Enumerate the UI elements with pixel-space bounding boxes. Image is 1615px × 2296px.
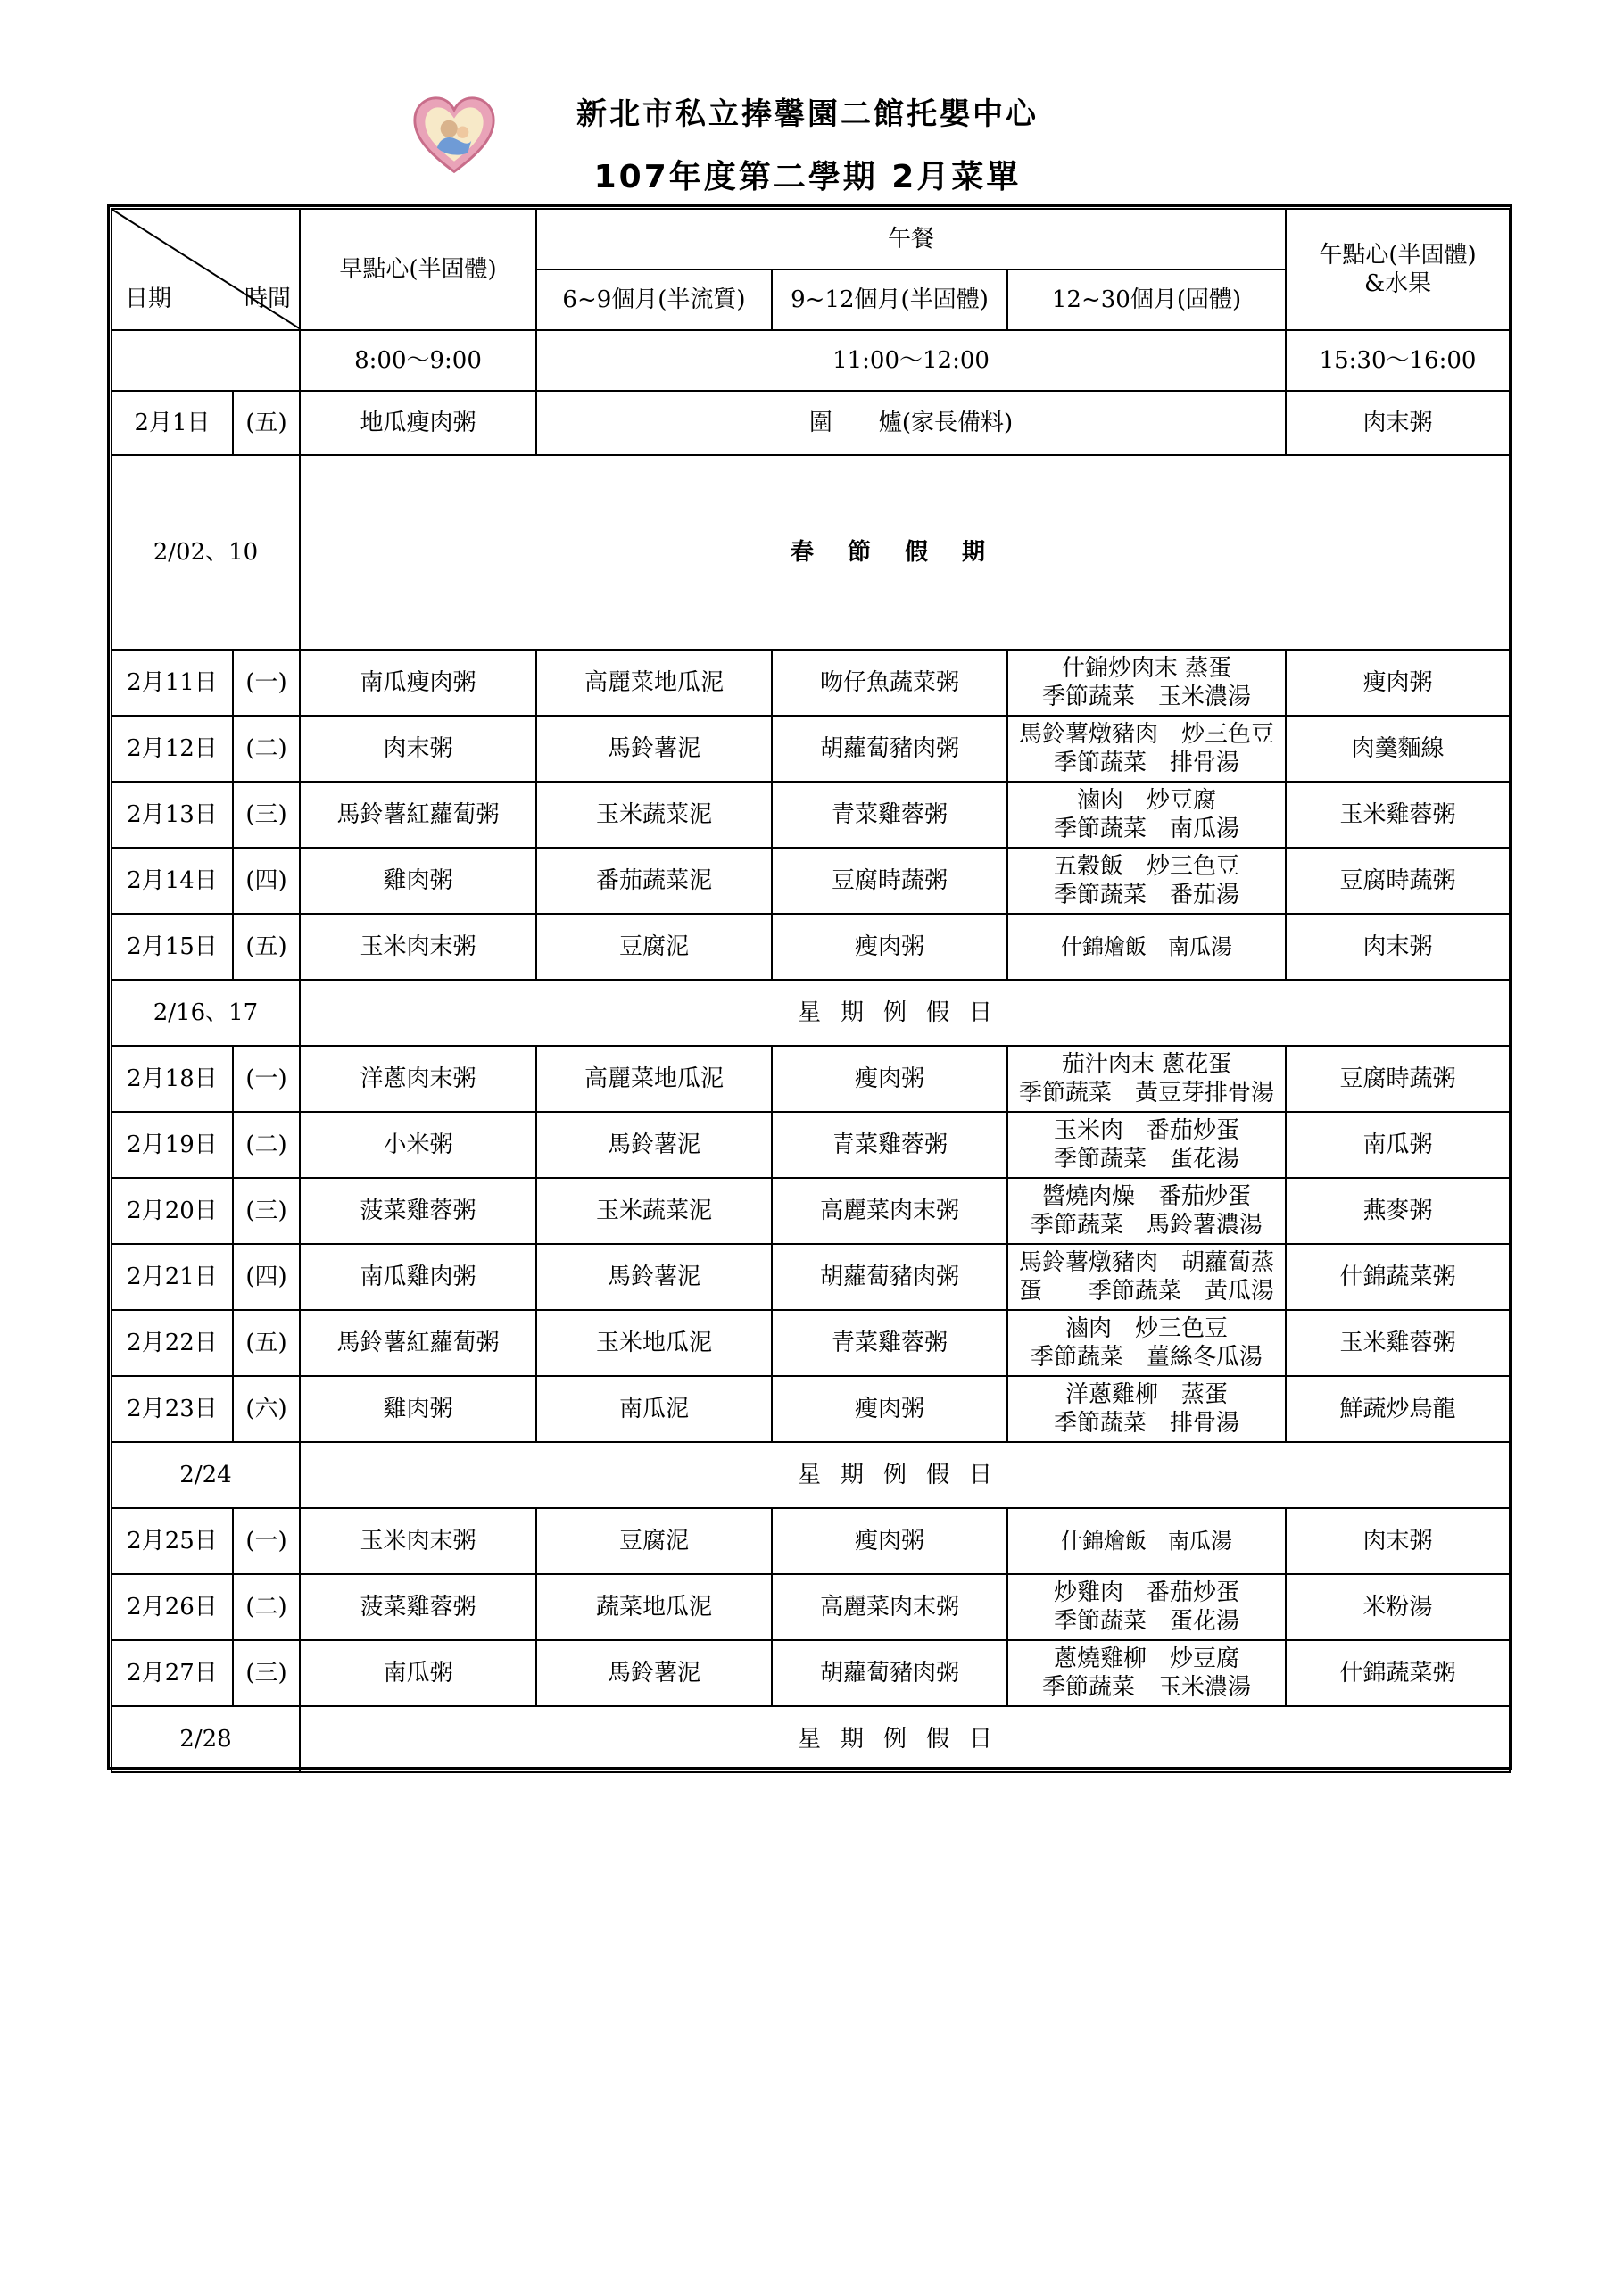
table-row <box>112 650 1510 716</box>
breakfast-time: 8:00～9:00 <box>300 330 536 391</box>
breakfast-cell: 馬鈴薯紅蘿蔔粥 <box>300 782 536 848</box>
weekend-holiday-cell: 星期例假日 <box>300 980 1510 1046</box>
lunch-12-30-line1: 茄汁肉末 蔥花蛋 <box>1061 1050 1232 1078</box>
lunch-9-12-cell: 吻仔魚蔬菜粥 <box>772 650 1007 716</box>
table-row <box>112 914 1510 980</box>
lunch-6-9-cell: 豆腐泥 <box>536 914 772 980</box>
lunch-12-30-line1: 什錦炒肉末 蒸蛋 <box>1061 654 1232 682</box>
lunch-special-cell: 圍 爐(家長備料) <box>536 391 1286 455</box>
weekday-cell: (五) <box>233 1310 300 1376</box>
lunch-9-12-cell: 胡蘿蔔豬肉粥 <box>772 1640 1007 1706</box>
breakfast-cell: 玉米肉末粥 <box>300 914 536 980</box>
lunch-6-9-cell: 馬鈴薯泥 <box>536 1112 772 1178</box>
table-row <box>112 455 1510 650</box>
lunch-9-12-cell: 豆腐時蔬粥 <box>772 848 1007 914</box>
lunch-6-9-cell: 高麗菜地瓜泥 <box>536 1046 772 1112</box>
breakfast-cell: 南瓜粥 <box>300 1640 536 1706</box>
breakfast-cell: 南瓜雞肉粥 <box>300 1244 536 1310</box>
lunch-6-9-cell: 豆腐泥 <box>536 1508 772 1574</box>
table-row <box>112 1640 1510 1706</box>
lunch-12-30-cell <box>1007 1508 1286 1574</box>
date-cell: 2/02、10 <box>112 455 300 650</box>
breakfast-cell: 雞肉粥 <box>300 848 536 914</box>
snack-cell: 什錦蔬菜粥 <box>1286 1640 1510 1706</box>
lunch-9-12-cell: 高麗菜肉末粥 <box>772 1574 1007 1640</box>
date-cell: 2月25日 <box>112 1508 233 1574</box>
lunch-12-30-line1: 玉米肉 番茄炒蛋 <box>1054 1116 1240 1144</box>
breakfast-cell: 小米粥 <box>300 1112 536 1178</box>
lunch-6-9-cell: 馬鈴薯泥 <box>536 716 772 782</box>
weekday-cell: (二) <box>233 716 300 782</box>
weekday-cell: (一) <box>233 1508 300 1574</box>
date-cell: 2月1日 <box>112 391 233 455</box>
table-row <box>112 1574 1510 1640</box>
weekday-cell: (六) <box>233 1376 300 1442</box>
lunch-12-30-line2: 季節蔬菜 番茄湯 <box>1054 882 1240 908</box>
weekday-cell: (四) <box>233 848 300 914</box>
lunch-12-30-cell <box>1007 650 1286 716</box>
date-time-corner-header <box>112 209 300 330</box>
table-row <box>112 848 1510 914</box>
lunch-12-30-line1: 什錦燴飯 南瓜湯 <box>1061 1529 1232 1554</box>
weekday-cell: (五) <box>233 914 300 980</box>
table-row <box>112 980 1510 1046</box>
table-row <box>112 1046 1510 1112</box>
lunch-9-12-cell: 高麗菜肉末粥 <box>772 1178 1007 1244</box>
weekday-cell: (一) <box>233 650 300 716</box>
date-cell: 2月11日 <box>112 650 233 716</box>
lunch-12-30-cell <box>1007 1244 1286 1310</box>
weekday-cell: (一) <box>233 1046 300 1112</box>
lunch-12-30-line1: 洋蔥雞柳 蒸蛋 <box>1065 1380 1229 1408</box>
date-cell: 2月15日 <box>112 914 233 980</box>
date-label: 日期 <box>125 286 172 312</box>
lunch-12-30-line2: 蛋 季節蔬菜 黃瓜湯 <box>1019 1278 1275 1305</box>
date-cell: 2月13日 <box>112 782 233 848</box>
lunch-12-30-line1: 什錦燴飯 南瓜湯 <box>1061 934 1232 959</box>
breakfast-cell: 菠菜雞蓉粥 <box>300 1178 536 1244</box>
lunch-12-30-cell <box>1007 1178 1286 1244</box>
breakfast-cell: 南瓜瘦肉粥 <box>300 650 536 716</box>
date-cell: 2月18日 <box>112 1046 233 1112</box>
lunch-9-12-cell: 瘦肉粥 <box>772 1376 1007 1442</box>
snack-cell: 豆腐時蔬粥 <box>1286 1046 1510 1112</box>
lunch-12-30-line2: 季節蔬菜 南瓜湯 <box>1054 816 1240 842</box>
lunch-header: 午餐 <box>536 209 1286 269</box>
lunch-6-9-cell: 馬鈴薯泥 <box>536 1640 772 1706</box>
lunch-12-30-cell <box>1007 848 1286 914</box>
lunch-12-30-cell <box>1007 782 1286 848</box>
menu-title: 107年度第二學期 2月菜單 <box>593 159 1022 195</box>
weekday-cell: (二) <box>233 1574 300 1640</box>
breakfast-cell: 菠菜雞蓉粥 <box>300 1574 536 1640</box>
snack-cell: 米粉湯 <box>1286 1574 1510 1640</box>
date-cell: 2月23日 <box>112 1376 233 1442</box>
date-cell: 2/28 <box>112 1706 300 1772</box>
date-cell: 2月21日 <box>112 1244 233 1310</box>
weekday-cell: (三) <box>233 1640 300 1706</box>
snack-header-line2: &水果 <box>1363 270 1432 297</box>
weekday-cell: (二) <box>233 1112 300 1178</box>
snack-cell: 玉米雞蓉粥 <box>1286 782 1510 848</box>
snack-cell: 鮮蔬炒烏龍 <box>1286 1376 1510 1442</box>
date-cell: 2月26日 <box>112 1574 233 1640</box>
lunch-9-12-cell: 胡蘿蔔豬肉粥 <box>772 716 1007 782</box>
lunch-6-9-cell: 高麗菜地瓜泥 <box>536 650 772 716</box>
lunch-12-30-cell <box>1007 1640 1286 1706</box>
breakfast-cell: 雞肉粥 <box>300 1376 536 1442</box>
lunch-6-9-cell: 馬鈴薯泥 <box>536 1244 772 1310</box>
lunch-6-9-cell: 南瓜泥 <box>536 1376 772 1442</box>
snack-cell: 玉米雞蓉粥 <box>1286 1310 1510 1376</box>
breakfast-cell: 肉末粥 <box>300 716 536 782</box>
lunch-9-12-cell: 青菜雞蓉粥 <box>772 1310 1007 1376</box>
lunch-12-30-cell <box>1007 716 1286 782</box>
breakfast-cell: 玉米肉末粥 <box>300 1508 536 1574</box>
lunch-12-30-line1: 炒雞肉 番茄炒蛋 <box>1054 1579 1240 1606</box>
lunch-6-9-cell: 玉米蔬菜泥 <box>536 1178 772 1244</box>
table-row <box>112 1178 1510 1244</box>
lunch-12-30-line1: 五穀飯 炒三色豆 <box>1054 852 1240 880</box>
table-row <box>112 1112 1510 1178</box>
table-row <box>112 1244 1510 1310</box>
date-cell: 2月14日 <box>112 848 233 914</box>
lunch-12-30-cell <box>1007 1046 1286 1112</box>
menu-table <box>111 208 1511 1773</box>
snack-cell: 瘦肉粥 <box>1286 650 1510 716</box>
lunch-12-30-cell <box>1007 1112 1286 1178</box>
table-row <box>112 1508 1510 1574</box>
table-row <box>112 782 1510 848</box>
lunch-6-9-cell: 番茄蔬菜泥 <box>536 848 772 914</box>
lunch-12-30-line2: 季節蔬菜 黃豆芽排骨湯 <box>1019 1080 1275 1107</box>
lunch-6-9-cell: 玉米地瓜泥 <box>536 1310 772 1376</box>
table-row <box>112 1706 1510 1772</box>
lunch-12-30-line2: 季節蔬菜 蛋花湯 <box>1054 1608 1240 1635</box>
lunch-12-30-header: 12~30個月(固體) <box>1007 269 1286 330</box>
lunch-9-12-cell: 瘦肉粥 <box>772 1508 1007 1574</box>
snack-cell: 肉末粥 <box>1286 1508 1510 1574</box>
lunch-12-30-line1: 醬燒肉燥 番茄炒蛋 <box>1042 1182 1252 1210</box>
table-row <box>112 1310 1510 1376</box>
lunch-12-30-line1: 馬鈴薯燉豬肉 胡蘿蔔蒸 <box>1019 1248 1275 1276</box>
date-cell: 2月19日 <box>112 1112 233 1178</box>
center-name-title: 新北市私立捧馨園二館托嬰中心 <box>576 96 1039 132</box>
breakfast-cell: 馬鈴薯紅蘿蔔粥 <box>300 1310 536 1376</box>
lunch-12-30-line2: 季節蔬菜 排骨湯 <box>1054 750 1240 776</box>
time-row-blank <box>112 330 300 391</box>
breakfast-header: 早點心(半固體) <box>300 209 536 330</box>
festival-holiday-cell: 春節假期 <box>300 455 1510 650</box>
weekday-cell: (五) <box>233 391 300 455</box>
lunch-12-30-cell <box>1007 1310 1286 1376</box>
table-row <box>112 1442 1510 1508</box>
weekend-holiday-cell: 星期例假日 <box>300 1442 1510 1508</box>
date-cell: 2月12日 <box>112 716 233 782</box>
lunch-12-30-line2: 季節蔬菜 蛋花湯 <box>1054 1146 1240 1173</box>
lunch-12-30-line2: 季節蔬菜 薑絲冬瓜湯 <box>1031 1344 1263 1371</box>
lunch-9-12-cell: 青菜雞蓉粥 <box>772 1112 1007 1178</box>
snack-cell: 肉末粥 <box>1286 914 1510 980</box>
snack-cell: 肉羹麵線 <box>1286 716 1510 782</box>
lunch-12-30-line2: 季節蔬菜 馬鈴薯濃湯 <box>1031 1212 1263 1239</box>
lunch-9-12-cell: 青菜雞蓉粥 <box>772 782 1007 848</box>
snack-header-line1: 午點心(半固體) <box>1319 241 1477 269</box>
lunch-12-30-line1: 馬鈴薯燉豬肉 炒三色豆 <box>1019 720 1275 748</box>
lunch-6-9-header: 6~9個月(半流質) <box>536 269 772 330</box>
table-row <box>112 716 1510 782</box>
lunch-12-30-line2: 季節蔬菜 排骨湯 <box>1054 1410 1240 1437</box>
snack-cell: 肉末粥 <box>1286 391 1510 455</box>
date-cell: 2月22日 <box>112 1310 233 1376</box>
weekday-cell: (四) <box>233 1244 300 1310</box>
lunch-12-30-line1: 滷肉 炒豆腐 <box>1077 786 1217 814</box>
weekend-holiday-cell: 星期例假日 <box>300 1706 1510 1772</box>
lunch-12-30-line1: 滷肉 炒三色豆 <box>1065 1314 1229 1342</box>
snack-cell: 南瓜粥 <box>1286 1112 1510 1178</box>
breakfast-cell: 洋蔥肉末粥 <box>300 1046 536 1112</box>
lunch-9-12-header: 9~12個月(半固體) <box>772 269 1007 330</box>
date-cell: 2/16、17 <box>112 980 300 1046</box>
breakfast-cell: 地瓜瘦肉粥 <box>300 391 536 455</box>
weekday-cell: (三) <box>233 1178 300 1244</box>
snack-cell: 豆腐時蔬粥 <box>1286 848 1510 914</box>
date-cell: 2月27日 <box>112 1640 233 1706</box>
snack-header <box>1286 209 1510 330</box>
lunch-9-12-cell: 胡蘿蔔豬肉粥 <box>772 1244 1007 1310</box>
table-row <box>112 391 1510 455</box>
snack-cell: 什錦蔬菜粥 <box>1286 1244 1510 1310</box>
lunch-12-30-line1: 蔥燒雞柳 炒豆腐 <box>1054 1645 1240 1672</box>
date-cell: 2/24 <box>112 1442 300 1508</box>
weekday-cell: (三) <box>233 782 300 848</box>
lunch-12-30-cell <box>1007 914 1286 980</box>
lunch-6-9-cell: 蔬菜地瓜泥 <box>536 1574 772 1640</box>
lunch-9-12-cell: 瘦肉粥 <box>772 1046 1007 1112</box>
lunch-12-30-line2: 季節蔬菜 玉米濃湯 <box>1042 684 1252 710</box>
lunch-12-30-cell <box>1007 1574 1286 1640</box>
table-row <box>112 1376 1510 1442</box>
date-cell: 2月20日 <box>112 1178 233 1244</box>
lunch-12-30-cell <box>1007 1376 1286 1442</box>
snack-cell: 燕麥粥 <box>1286 1178 1510 1244</box>
lunch-9-12-cell: 瘦肉粥 <box>772 914 1007 980</box>
lunch-6-9-cell: 玉米蔬菜泥 <box>536 782 772 848</box>
snack-time: 15:30～16:00 <box>1286 330 1510 391</box>
lunch-12-30-line2: 季節蔬菜 玉米濃湯 <box>1042 1674 1252 1701</box>
lunch-time: 11:00～12:00 <box>536 330 1286 391</box>
time-label: 時間 <box>244 286 292 312</box>
